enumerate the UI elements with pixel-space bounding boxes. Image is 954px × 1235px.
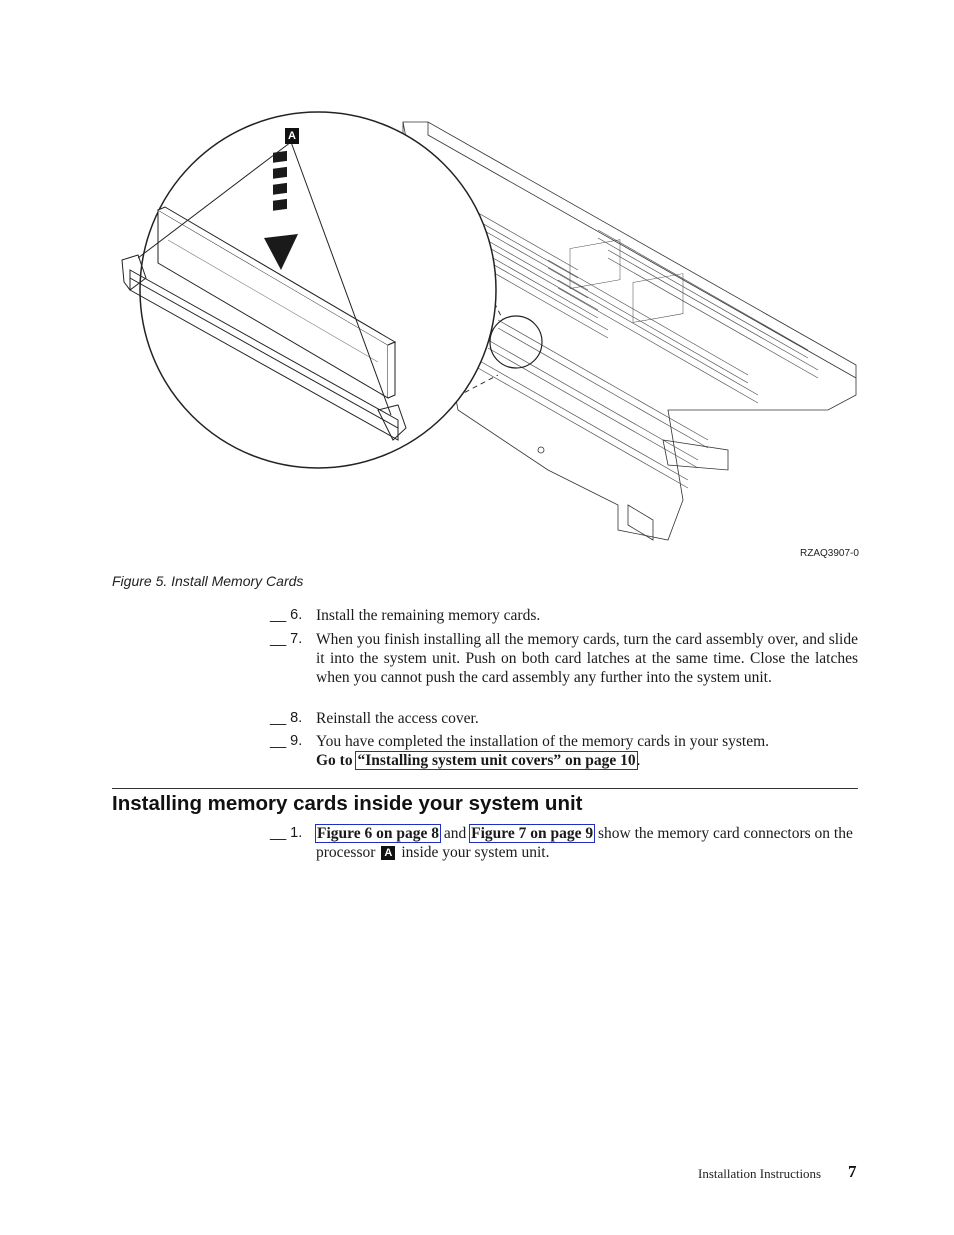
step-text: show the memory card connectors on the processor bbox=[316, 825, 853, 861]
step-text: When you finish installing all the memory cards, turn the card assembly over, and slide it into the system unit. Push on both card latches at the same time. Close the latches when you cannot push the card assembly any further into the system unit. bbox=[316, 631, 858, 686]
memory-card-illustration bbox=[108, 110, 868, 570]
footer-label: Installation Instructions bbox=[698, 1166, 822, 1181]
page-number: 7 bbox=[848, 1162, 857, 1181]
step-text-block bbox=[316, 732, 858, 770]
step-text: Install the remaining memory cards. bbox=[316, 607, 541, 624]
step-text: Reinstall the access cover. bbox=[316, 710, 479, 727]
step-text-block bbox=[316, 824, 858, 862]
step-text: You have completed the installation of the memory cards in your system. bbox=[316, 733, 770, 750]
section-heading: Installing memory cards inside your system unit bbox=[112, 792, 583, 815]
step-text-end: inside your system unit. bbox=[401, 844, 550, 861]
callout-label-a: A bbox=[285, 128, 299, 144]
figure-7-link[interactable]: Figure 7 on page 9 bbox=[471, 825, 594, 842]
figure-6-link[interactable]: Figure 6 on page 8 bbox=[317, 825, 439, 842]
section-divider bbox=[112, 788, 858, 789]
step-number: __ 7. bbox=[270, 631, 303, 647]
callout-a-badge: A bbox=[381, 846, 395, 860]
figure-caption: Figure 5. Install Memory Cards bbox=[112, 573, 304, 589]
installing-covers-link[interactable]: “Installing system unit covers” on page 10 bbox=[357, 752, 636, 769]
step-number: __ 1. bbox=[270, 825, 303, 841]
step-number: __ 8. bbox=[270, 710, 303, 726]
figure-id: RZAQ3907-0 bbox=[800, 548, 859, 559]
goto-suffix: . bbox=[636, 752, 641, 769]
step-number: __ 9. bbox=[270, 733, 303, 749]
figure-install-memory-cards bbox=[108, 110, 868, 570]
step-number: __ 6. bbox=[270, 607, 303, 623]
goto-prefix: Go to bbox=[316, 752, 357, 769]
and-text: and bbox=[440, 825, 471, 842]
